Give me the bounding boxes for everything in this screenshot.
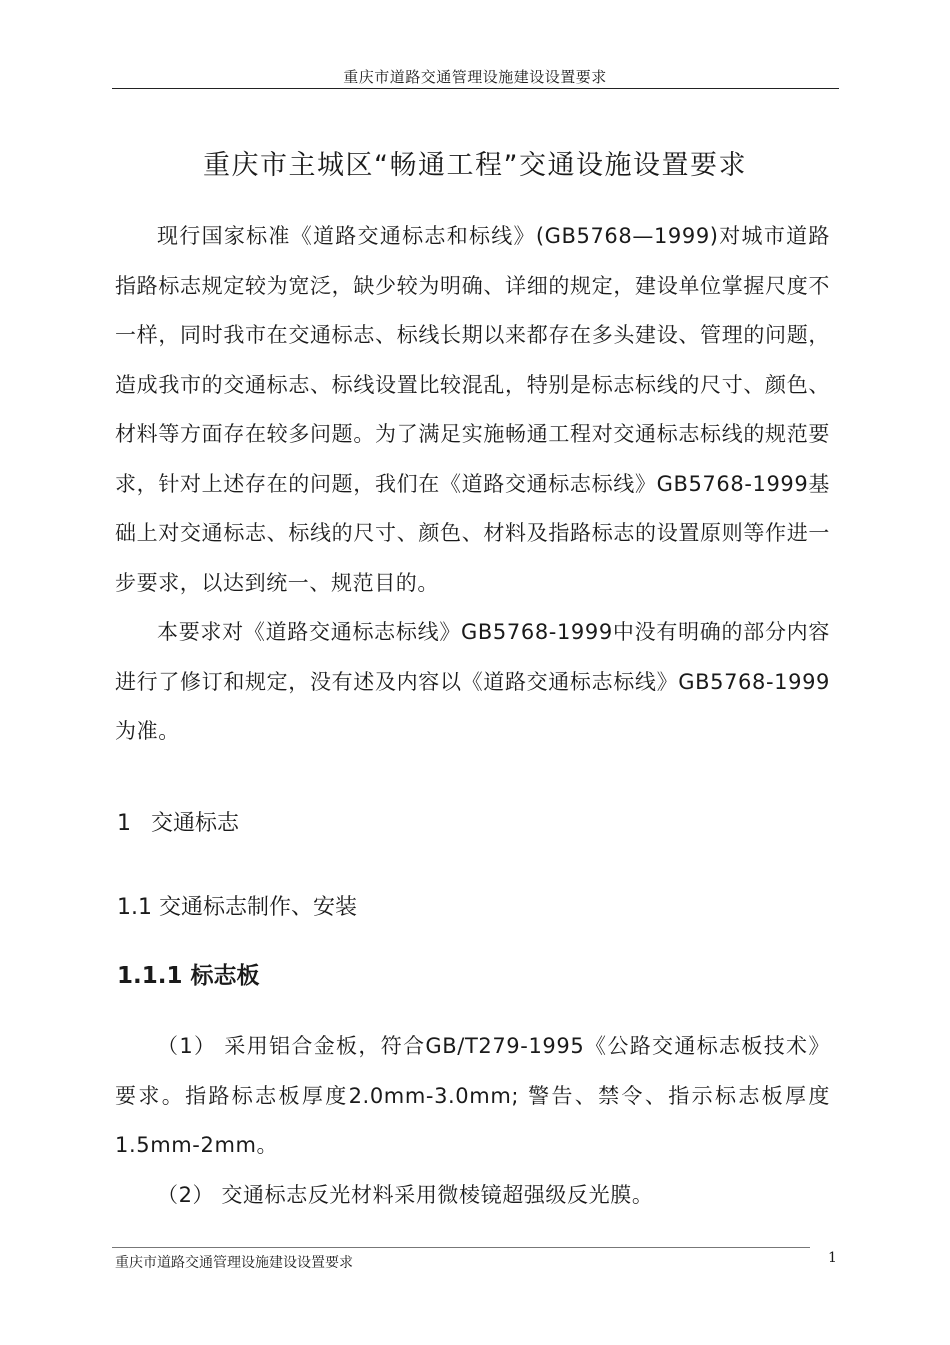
running-footer: 重庆市道路交通管理设施建设设置要求 — [115, 1255, 353, 1271]
document-title: 重庆市主城区“畅通工程”交通设施设置要求 — [203, 150, 747, 181]
list-item: （1） 采用铝合金板，符合GB/T279-1995《公路交通标志板技术》要求。指路标志板厚度2.0mm-3.0mm; 警告、禁令、指示标志板厚度1.5mm-2mm。 — [115, 1034, 830, 1157]
intro-paragraph: 本要求对《道路交通标志标线》GB5768-1999中没有明确的部分内容进行了修订和规定，没有述及内容以《道路交通标志标线》GB5768-1999为准。 — [115, 620, 830, 743]
section-title: 交通标志 — [151, 811, 240, 836]
section-heading-1-1-1: 1.1.1 标志板 — [117, 963, 260, 989]
page-number: 1 — [828, 1250, 837, 1266]
items-section — [115, 1022, 830, 1220]
intro-section — [115, 212, 830, 757]
header-divider — [112, 88, 839, 89]
intro-paragraph: 现行国家标准《道路交通标志和标线》(GB5768—1999)对城市道路指路标志规定较为宽泛，缺少较为明确、详细的规定，建设单位掌握尺度不一样，同时我市在交通标志、标线长期以来都存在多头建设、管理的问题，造成我市的交通标志、标线设置比较混乱，特别是标志标线的尺寸、颜色、材料等方面存在较多问题。为了满足实施畅通工程对交通标志标线的规范要求，针对上述存在的问题，我们在《道路交通标志标线》GB5768-1999基础上对交通标志、标线的尺寸、颜色、材料及指路标志的设置原则等作进一步要求，以达到统一、规范目的。 — [115, 224, 830, 595]
section-number: 1 — [117, 811, 131, 836]
footer-divider — [112, 1247, 810, 1248]
running-header: 重庆市道路交通管理设施建设设置要求 — [343, 68, 607, 86]
section-heading-1 — [117, 806, 239, 837]
list-item: （2） 交通标志反光材料采用微棱镜超强级反光膜。 — [157, 1182, 654, 1207]
section-heading-1-1: 1.1 交通标志制作、安装 — [117, 895, 357, 920]
